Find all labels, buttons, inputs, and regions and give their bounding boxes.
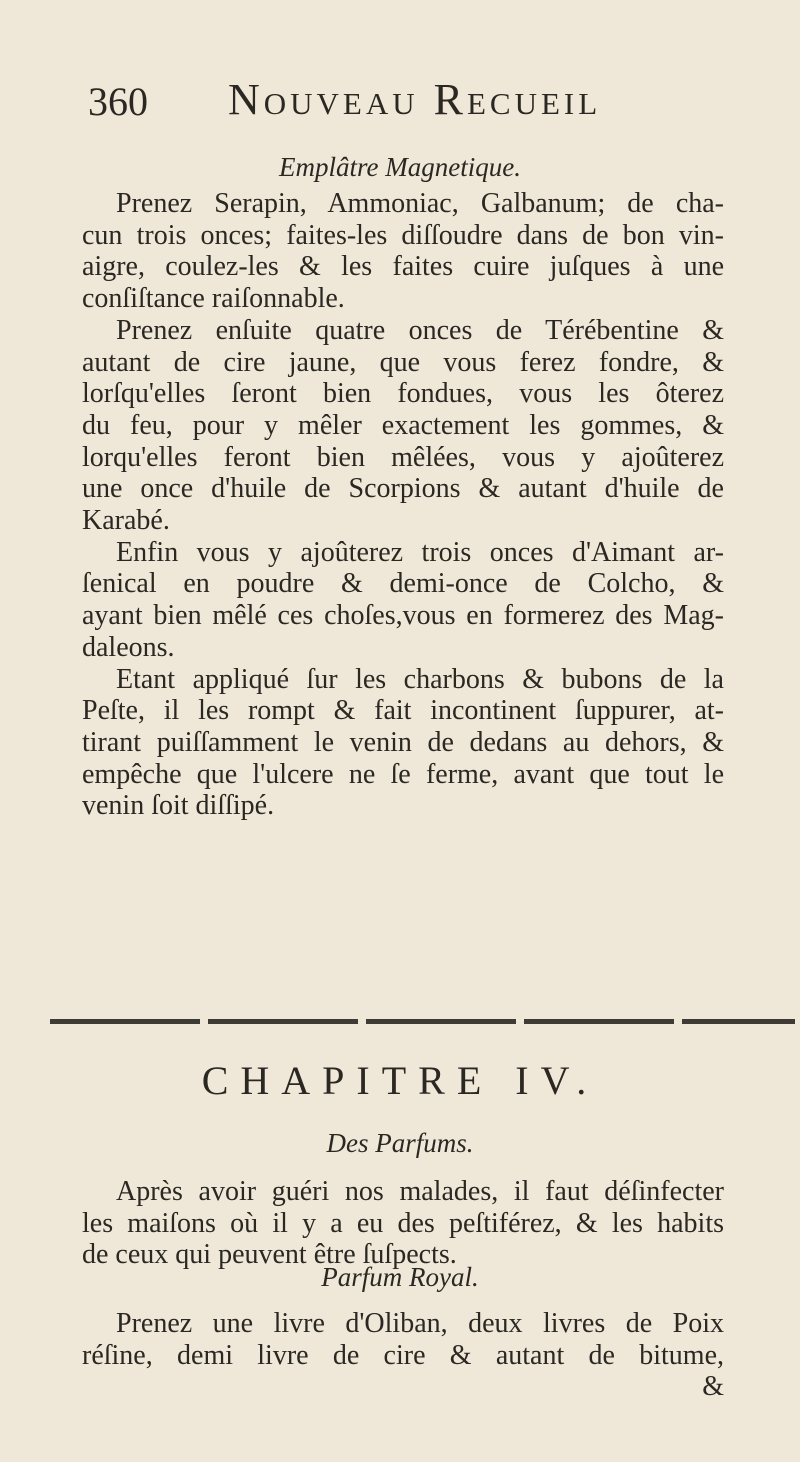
text-line: cun trois onces; faites-les diſſoudre dans de bon vin- (82, 219, 724, 251)
text-line: venin ſoit diſſipé. (82, 790, 275, 822)
text-line: aigre, coulez-les & les faites cuire juſques à une (82, 251, 724, 283)
text-line: réſine, demi livre de cire & autant de bitume, (82, 1339, 724, 1371)
text-line: tirant puiſſamment le venin de dedans au dehors, & (82, 726, 724, 758)
text-line: Après avoir guéri nos malades, il faut déſinfecter (116, 1176, 724, 1207)
catchword: & (702, 1371, 724, 1403)
text-line: conſiſtance raiſonnable. (82, 283, 345, 315)
chapter-subtitle: Des Parfums. (326, 1128, 474, 1158)
text-line: lorqu'elles feront bien mêlées, vous y ajoûterez (82, 441, 724, 473)
text-line: daleons. (82, 631, 175, 663)
text-line: une once d'huile de Scorpions & autant d'huile de (82, 473, 724, 505)
chapter-intro (82, 1176, 724, 1271)
page-number: 360 (88, 79, 148, 124)
section-title-parfum-royal: Parfum Royal. (321, 1262, 479, 1292)
running-head: Nouveau Recueil (228, 75, 602, 124)
text-line: Prenez Serapin, Ammoniac, Galbanum; de cha- (116, 188, 724, 219)
section-body-parfum-royal (82, 1308, 724, 1403)
text-line: Enfin vous y ajoûterez trois onces d'Aimant ar- (116, 536, 724, 568)
text-line: empêche que l'ulcere ne ſe ferme, avant que tout le (82, 758, 724, 790)
text-line: Peſte, il les rompt & fait incontinent ſuppurer, at- (82, 695, 724, 727)
text-line: Prenez enſuite quatre onces de Térébentine & (116, 314, 724, 346)
text-line: Prenez une livre d'Oliban, deux livres de Poix (116, 1308, 724, 1339)
text-line: autant de cire jaune, que vous ferez fondre, & (82, 346, 724, 378)
section-body-emplatre (82, 188, 724, 822)
text-line: ſenical en poudre & demi-once de Colcho, & (82, 568, 724, 600)
text-line: Karabé. (82, 505, 170, 537)
text-line: Etant appliqué ſur les charbons & bubons de la (116, 663, 724, 695)
chapter-heading: CHAPITRE IV. (201, 1058, 599, 1103)
text-line: les maiſons où il y a eu des peſtiférez, & les habits (82, 1207, 724, 1239)
decorative-rule (50, 1019, 795, 1024)
text-line: ayant bien mêlé ces choſes,vous en formerez des Mag- (82, 600, 724, 632)
section-title-emplatre: Emplâtre Magnetique. (279, 152, 521, 182)
page-header (88, 74, 728, 124)
text-line: du feu, pour y mêler exactement les gommes, & (82, 409, 724, 441)
text-line: de ceux qui peuvent être ſuſpects. (82, 1239, 457, 1271)
text-line: lorſqu'elles ſeront bien fondues, vous les ôterez (82, 378, 724, 410)
